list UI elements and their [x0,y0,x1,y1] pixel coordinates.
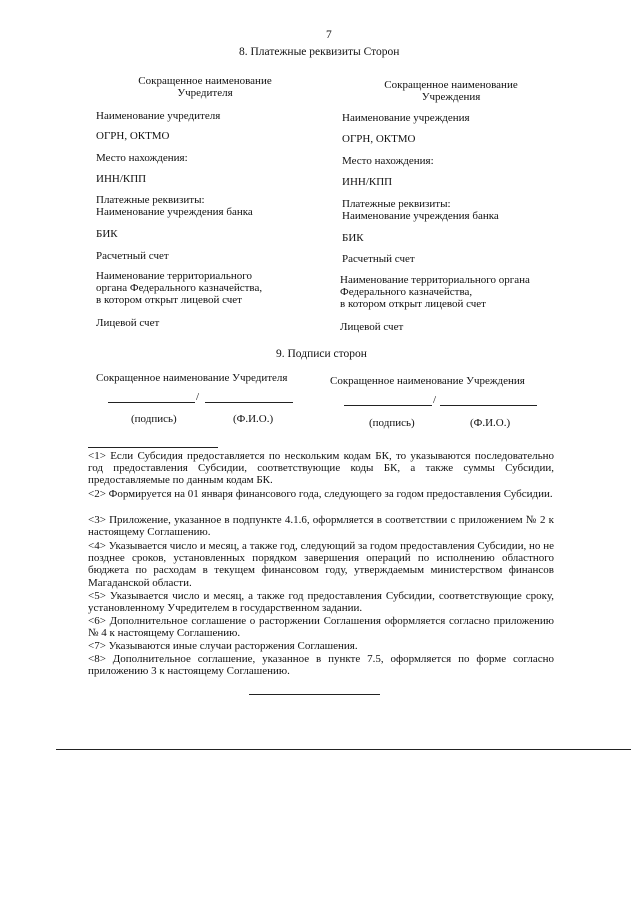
bottom-rule [56,749,631,750]
left-fio-label: (Ф.И.О.) [233,413,274,425]
footnote-2: <2> Формируется на 01 января финансового года, следующего за годом предоставления Субсидии. [88,488,553,500]
left-treasury-line1: Наименование территориального [96,270,253,282]
footnote-3: <3> Приложение, указанное в подпункте 4.1.6, оформляется в соответствии с приложением № 2 к настоящему Соглашению. [88,514,554,539]
left-treasury-line2: органа Федерального казначейства, [96,282,263,294]
footnote-1: <1> Если Субсидия предоставляется по нескольким кодам БК, то указываются последовательно год предоставления Субсидии, соответствующие коды БК, а также суммы Субсидии, предоставляемые по данным кодам БК. [88,450,554,487]
left-treasury-line3: в котором открыт лицевой счет [96,294,242,306]
left-account: Расчетный счет [96,250,169,262]
section-9-title: 9. Подписи сторон [276,348,367,360]
section-8-title: 8. Платежные реквизиты Сторон [239,46,400,58]
left-header-line2: Учредителя [177,87,233,99]
left-fio-line[interactable] [205,402,293,403]
footnote-7: <7> Указываются иные случаи расторжения Соглашения. [88,640,358,652]
left-location: Место нахождения: [96,152,188,164]
right-signature-header: Сокращенное наименование Учреждения [330,375,525,387]
footnote-4: <4> Указывается число и месяц, а также год, следующий за годом предоставления Субсидии, но не позднее сроков, установленных порядком завершения операций по исполнению областного бюджета по расходам в текущем финансовом году, утверждаемым министерством финансов Магаданской области. [88,540,554,589]
left-ogrn: ОГРН, ОКТМО [96,130,170,142]
closing-line [249,694,380,695]
footnote-5: <5> Указывается число и месяц, а также год предоставления Субсидии, соответствующие сроку, установленному Учредителем в государственном задании. [88,590,554,615]
right-account: Расчетный счет [342,253,415,265]
left-signature-slash: / [196,391,200,403]
left-signature-header: Сокращенное наименование Учредителя [96,372,288,384]
right-header-line2: Учреждения [421,91,481,103]
left-payment-line1: Платежные реквизиты: [96,194,205,206]
left-payment-line2: Наименование учреждения банка [96,206,253,218]
left-personal-account: Лицевой счет [96,317,160,329]
right-header-line1: Сокращенное наименование [384,79,518,91]
right-location: Место нахождения: [342,155,434,167]
right-treasury-line1: Наименование территориального органа [340,274,530,286]
right-personal-account: Лицевой счет [340,321,404,333]
right-signature-slash: / [433,394,437,406]
right-fio-label: (Ф.И.О.) [470,417,511,429]
right-payment-line2: Наименование учреждения банка [342,210,499,222]
right-fio-line[interactable] [440,405,537,406]
left-bik: БИК [96,228,118,240]
left-inn: ИНН/КПП [96,173,147,185]
right-institution-name: Наименование учреждения [342,112,470,124]
footnote-6: <6> Дополнительное соглашение о расторжении Соглашения оформляется согласно приложению № 4 к настоящему Соглашению. [88,615,554,640]
right-payment-line1: Платежные реквизиты: [342,198,451,210]
left-signature-line[interactable] [108,402,195,403]
right-treasury-line2: Федерального казначейства, [340,286,473,298]
left-founder-name: Наименование учредителя [96,110,221,122]
right-bik: БИК [342,232,364,244]
left-signature-label: (подпись) [131,413,177,425]
right-inn: ИНН/КПП [342,176,393,188]
footnote-separator [88,447,218,448]
right-treasury-line3: в котором открыт лицевой счет [340,298,486,310]
right-ogrn: ОГРН, ОКТМО [342,133,416,145]
page-number: 7 [326,29,332,41]
left-header-line1: Сокращенное наименование [138,75,272,87]
footnote-8: <8> Дополнительное соглашение, указанное в пункте 7.5, оформляется по форме согласно приложению 3 к настоящему Соглашению. [88,653,554,678]
right-signature-line[interactable] [344,405,432,406]
right-signature-label: (подпись) [369,417,415,429]
